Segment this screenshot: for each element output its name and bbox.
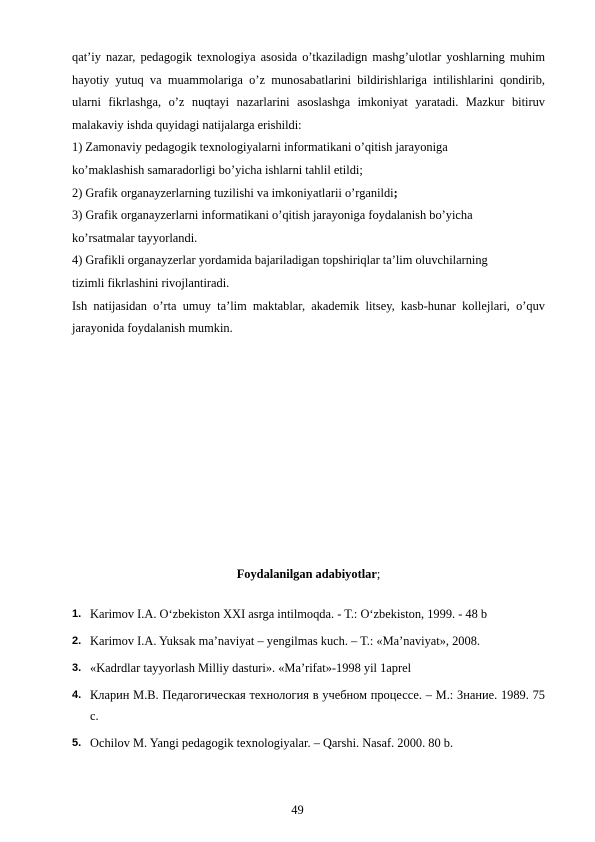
references-heading — [72, 563, 545, 586]
finding-3-line-1: 3) Grafik organayzerlarni informatikani o’qitish jarayoniga foydalanish bo’yicha — [72, 208, 473, 223]
finding-2-text: 2) Grafik organayzerlarning tuzilishi va imkoniyatlarii o’rganildi — [72, 185, 394, 200]
finding-4-line-1: 4) Grafikli organayzerlar yordamida bajariladigan topshiriqlar ta’lim oluvchilarning — [72, 253, 488, 268]
finding-1-line-2: ko’maklashish samaradorligi bo’yicha ishlarni tahlil etildi; — [72, 162, 363, 177]
reference-text: Karimov I.A. Yuksak ma’naviyat – yengilmas kuch. – T.: «Ma’naviyat», 2008. — [90, 634, 480, 648]
reference-text: Ochilov M. Yangi pedagogik texnologiyalar. – Qarshi. Nasaf. 2000. 80 b. — [90, 736, 454, 750]
reference-item-2 — [72, 631, 545, 652]
finding-2 — [72, 182, 545, 205]
reference-number: 1. — [72, 608, 82, 620]
references-list — [72, 604, 545, 760]
reference-number: 2. — [72, 635, 82, 647]
intro-paragraph: qat’iy nazar, pedagogik texnologiya asosida o’tkaziladign mashg’ulotlar yoshlarning muhim hayotiy yutuq va muammolariga o’z munosabatlarini bildirishlariga intilishlarini qondirib, ularni fikrlashga, o’z nuqtayi nazarlarini asoslashga imkoniyat yaratadi. Mazkur bitiruv malakaviy ishda quyidagi natijalarga erishildi: — [72, 50, 545, 132]
finding-4-line-2: tizimli fikrlashini rivojlantiradi. — [72, 275, 230, 290]
finding-1-line-1: 1) Zamonaviy pedagogik texnologiyalarni informatikani o’qitish jarayoniga — [72, 140, 448, 155]
reference-number: 4. — [72, 689, 82, 701]
conclusion-paragraph: Ish natijasidan o’rta umuy ta’lim maktablar, akademik litsey, kasb-hunar kollejlari, o’quv jarayonida foydalanish mumkin. — [72, 298, 545, 336]
finding-2-end: ; — [393, 185, 398, 200]
reference-number: 3. — [72, 662, 82, 674]
references-title-suffix: ; — [376, 567, 381, 581]
finding-3-line-2: ko’rsatmalar tayyorlandi. — [72, 230, 198, 245]
references-title: Foydalanilgan adabiyotlar — [236, 567, 377, 581]
reference-item-4 — [72, 685, 545, 727]
reference-item-3 — [72, 658, 545, 679]
reference-item-5 — [72, 733, 545, 754]
reference-text: «Kadrdlar tayyorlash Milliy dasturi». «Ma’rifat»-1998 yil 1aprel — [90, 661, 412, 675]
body-text — [72, 46, 545, 340]
page-number: 49 — [291, 803, 304, 817]
reference-text: Karimov I.A. O‘zbekiston XXI asrga intilmoqda. - T.: O‘zbekiston, 1999. - 48 b — [90, 607, 488, 621]
reference-item-1 — [72, 604, 545, 625]
reference-text: Кларин М.В. Педагогическая технология в учебном процессе. – М.: Знание. 1989. 75 с. — [90, 688, 545, 723]
reference-number: 5. — [72, 737, 82, 749]
